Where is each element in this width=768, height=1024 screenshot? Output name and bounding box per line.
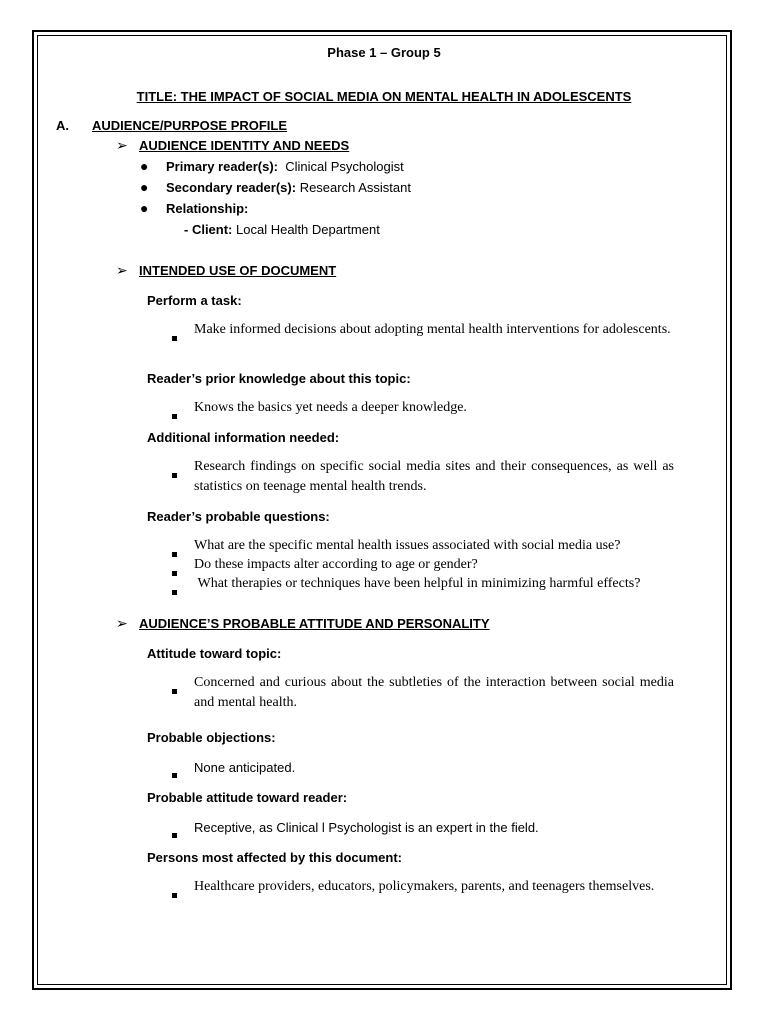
arrow-bullet-icon: ➢ <box>116 137 128 153</box>
question-item-3: What therapies or techniques have been helpful in minimizing harmful effects? <box>194 576 641 591</box>
probable-questions-label: Reader’s probable questions: <box>147 509 330 524</box>
persons-affected-label: Persons most affected by this document: <box>147 850 402 865</box>
arrow-bullet-icon: ➢ <box>116 262 128 278</box>
perform-task-label: Perform a task: <box>147 293 242 308</box>
additional-info-label: Additional information needed: <box>147 430 340 445</box>
persons-affected-item: Healthcare providers, educators, policymakers, parents, and teenagers themselves. <box>194 879 655 894</box>
additional-info-item: Research findings on specific social media sites and their consequences, as well as statistics on teenage mental health trends. <box>194 459 674 494</box>
primary-reader-label: Primary reader(s): <box>166 159 278 174</box>
client-line <box>184 222 380 237</box>
attitude-heading: AUDIENCE’S PROBABLE ATTITUDE AND PERSONALITY <box>139 616 490 631</box>
question-item-1: What are the specific mental health issues associated with social media use? <box>194 538 621 553</box>
square-bullet-icon <box>172 465 177 483</box>
question-item-2: Do these impacts alter according to age or gender? <box>194 557 478 572</box>
bullet-icon: ● <box>140 200 149 216</box>
secondary-reader-label: Secondary reader(s): <box>166 180 297 195</box>
relationship-label: Relationship: <box>166 201 249 216</box>
attitude-topic-item: Concerned and curious about the subtleties of the interaction between social media and mental health. <box>194 675 674 710</box>
intended-use-heading: INTENDED USE OF DOCUMENT <box>139 263 337 278</box>
attitude-reader-label: Probable attitude toward reader: <box>147 790 348 805</box>
arrow-bullet-icon: ➢ <box>116 615 128 631</box>
square-bullet-icon <box>172 406 177 424</box>
square-bullet-icon <box>172 582 177 600</box>
primary-reader-line <box>166 159 404 174</box>
secondary-reader-value: Research Assistant <box>299 180 411 195</box>
square-bullet-icon <box>172 563 177 581</box>
secondary-reader-line <box>166 180 411 195</box>
square-bullet-icon <box>172 544 177 562</box>
prior-knowledge-label: Reader’s prior knowledge about this topic: <box>147 371 411 386</box>
objections-label: Probable objections: <box>147 730 276 745</box>
square-bullet-icon <box>172 825 177 843</box>
page-border-inner <box>37 35 727 985</box>
identity-heading: AUDIENCE IDENTITY AND NEEDS <box>139 138 350 153</box>
document-title: TITLE: THE IMPACT OF SOCIAL MEDIA ON MENTAL HEALTH IN ADOLESCENTS <box>136 89 632 104</box>
client-label: - Client: <box>184 222 233 237</box>
objections-item: None anticipated. <box>194 760 296 775</box>
attitude-reader-item: Receptive, as Clinical l Psychologist is an expert in the field. <box>194 820 539 835</box>
section-letter: A. <box>56 118 69 133</box>
primary-reader-value: Clinical Psychologist <box>285 159 404 174</box>
square-bullet-icon <box>172 765 177 783</box>
bullet-icon: ● <box>140 158 149 174</box>
client-value: Local Health Department <box>236 222 380 237</box>
section-heading: AUDIENCE/PURPOSE PROFILE <box>92 118 288 133</box>
bullet-icon: ● <box>140 179 149 195</box>
square-bullet-icon <box>172 885 177 903</box>
perform-task-item: Make informed decisions about adopting mental health interventions for adolescents. <box>194 322 671 337</box>
square-bullet-icon <box>172 328 177 346</box>
phase-header: Phase 1 – Group 5 <box>327 45 441 60</box>
attitude-topic-label: Attitude toward topic: <box>147 646 282 661</box>
prior-knowledge-item: Knows the basics yet needs a deeper knowledge. <box>194 400 467 415</box>
square-bullet-icon <box>172 681 177 699</box>
